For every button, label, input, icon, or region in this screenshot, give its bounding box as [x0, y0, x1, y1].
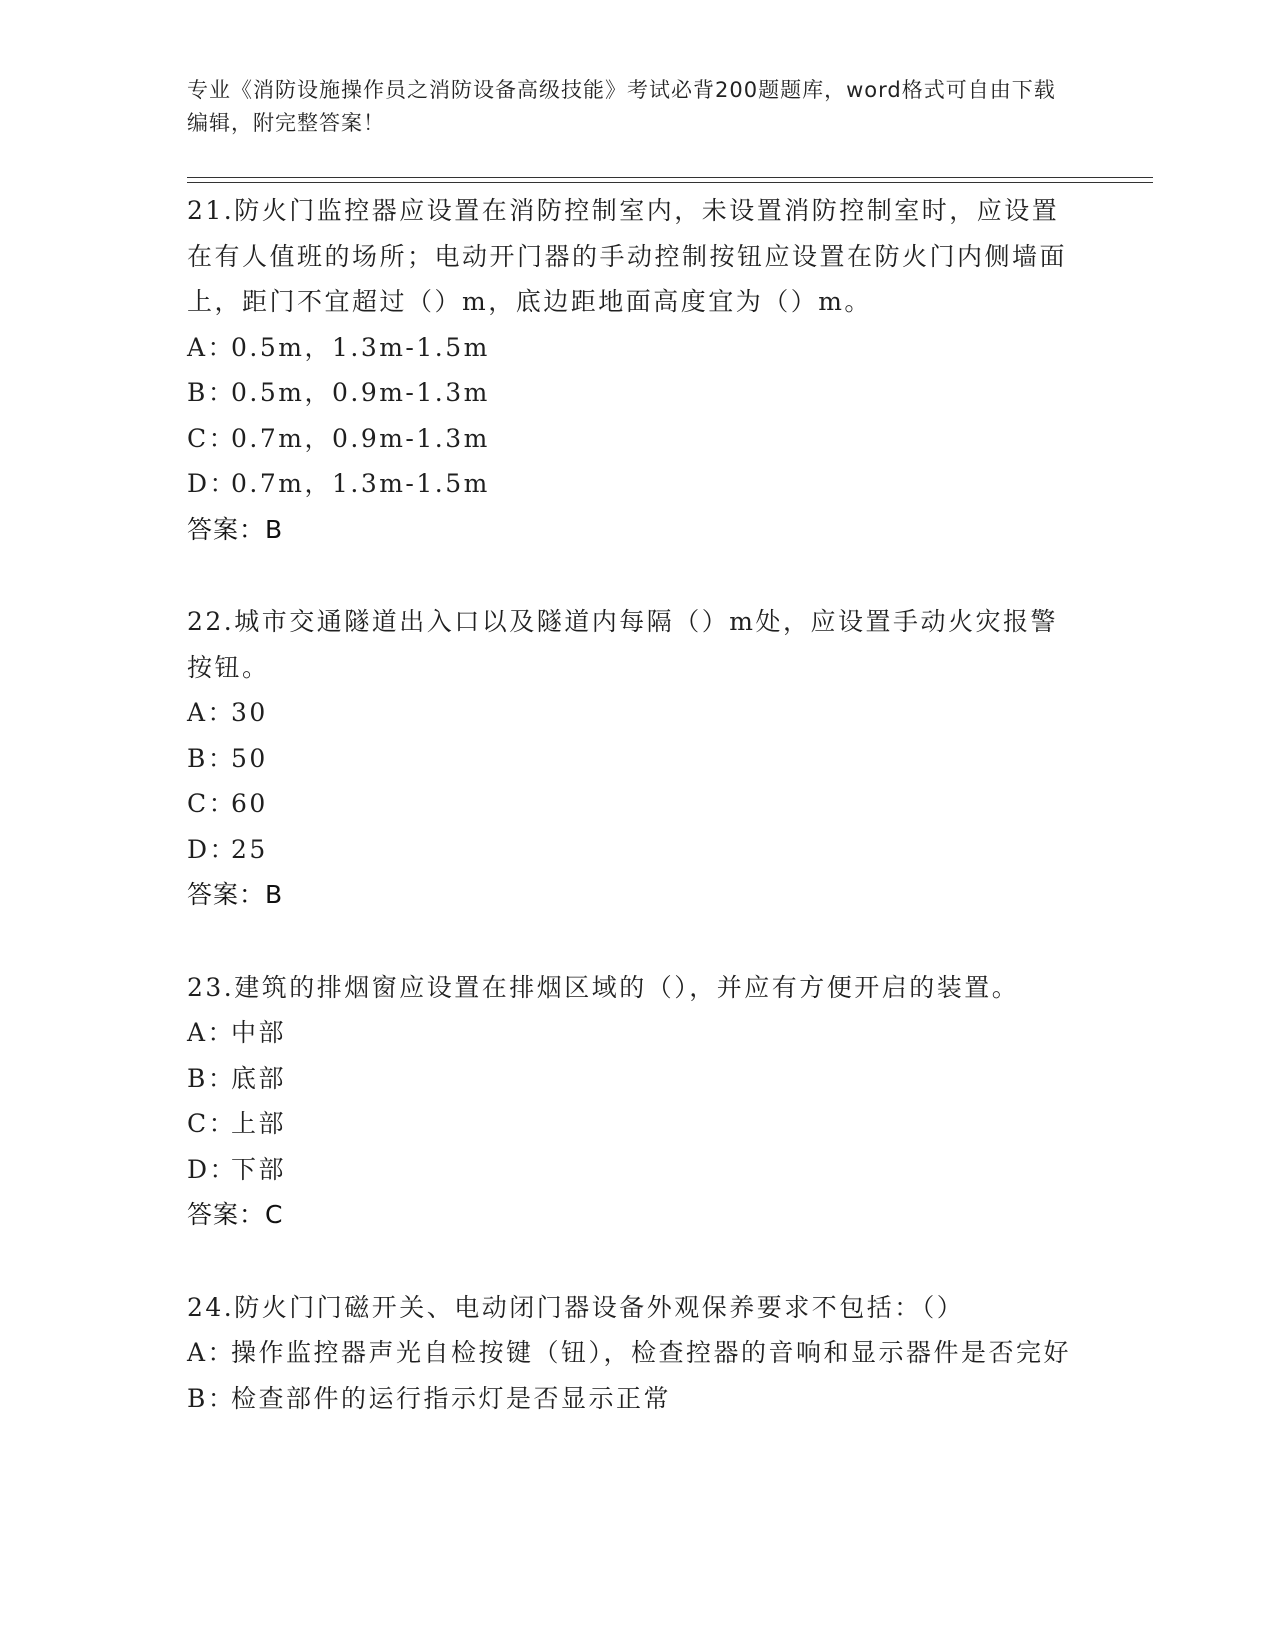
answer-line: 答案：B: [187, 514, 284, 544]
option-letter: A：: [187, 698, 236, 727]
question-text: 23.建筑的排烟窗应设置在排烟区域的（），并应有方便开启的装置。: [187, 972, 1020, 1002]
option-text: 操作监控器声光自检按键（钮），检查控器的音响和显示器件是否完好: [231, 1338, 1072, 1367]
question-text: 21.防火门监控器应设置在消防控制室内，未设置消防控制室时，应设置在有人值班的场所；电动开门器的手动控制按钮应设置在防火门内侧墙面上，距门不宜超过（）m，底边距地面高度宜为（）m。: [187, 196, 1068, 316]
option-letter: C：: [187, 423, 237, 453]
option-c: [187, 1101, 1077, 1147]
option-letter: A：: [187, 332, 236, 362]
option-text: 检查部件的运行指示灯是否显示正常: [231, 1383, 672, 1413]
option-text: 30: [231, 698, 268, 727]
option-c: [187, 781, 1077, 827]
option-a: [187, 325, 1077, 371]
option-d: [187, 827, 1077, 873]
option-text: 60: [231, 789, 268, 818]
option-letter: A：: [187, 1338, 236, 1367]
option-text: 0.5m，1.3m-1.5m: [231, 332, 490, 362]
option-text: 下部: [231, 1154, 287, 1184]
option-letter: B：: [187, 1383, 236, 1413]
option-letter: D：: [187, 1154, 238, 1184]
option-letter: C：: [187, 1109, 237, 1138]
header-divider-bottom: [187, 182, 1153, 183]
option-text: 50: [231, 743, 268, 773]
option-letter: C：: [187, 789, 237, 818]
question-21: [187, 188, 1077, 552]
option-letter: B：: [187, 743, 236, 773]
option-c: [187, 416, 1077, 462]
document-header: 专业《消防设施操作员之消防设备高级技能》考试必背200题题库，word格式可自由下载编辑，附完整答案！: [187, 78, 1056, 135]
option-a: [187, 690, 1077, 736]
option-b: [187, 736, 1077, 782]
option-letter: D：: [187, 834, 238, 864]
option-letter: B：: [187, 1063, 236, 1093]
option-text: 底部: [231, 1063, 287, 1093]
option-letter: D：: [187, 469, 238, 498]
option-text: 0.7m，1.3m-1.5m: [231, 469, 490, 498]
answer-line: 答案：B: [187, 880, 284, 909]
question-24: [187, 1285, 1077, 1422]
option-letter: B：: [187, 378, 236, 407]
header-divider-top: [187, 177, 1153, 178]
option-text: 中部: [231, 1018, 287, 1047]
option-text: 0.7m，0.9m-1.3m: [231, 423, 490, 453]
option-letter: A：: [187, 1018, 236, 1047]
option-a: [187, 1330, 1077, 1376]
option-d: [187, 1147, 1077, 1193]
option-text: 25: [231, 834, 268, 864]
option-b: [187, 1376, 1077, 1422]
option-b: [187, 1056, 1077, 1102]
option-b: [187, 370, 1077, 416]
question-22: [187, 599, 1077, 918]
answer-line: 答案：C: [187, 1200, 284, 1229]
question-23: [187, 965, 1077, 1238]
question-text: 22.城市交通隧道出入口以及隧道内每隔（）m处，应设置手动火灾报警按钮。: [187, 607, 1058, 682]
question-text: 24.防火门门磁开关、电动闭门器设备外观保养要求不包括：（）: [187, 1292, 965, 1322]
option-a: [187, 1010, 1077, 1056]
option-d: [187, 461, 1077, 507]
option-text: 上部: [231, 1109, 287, 1138]
option-text: 0.5m，0.9m-1.3m: [231, 378, 490, 407]
question-list: [187, 188, 1077, 1421]
